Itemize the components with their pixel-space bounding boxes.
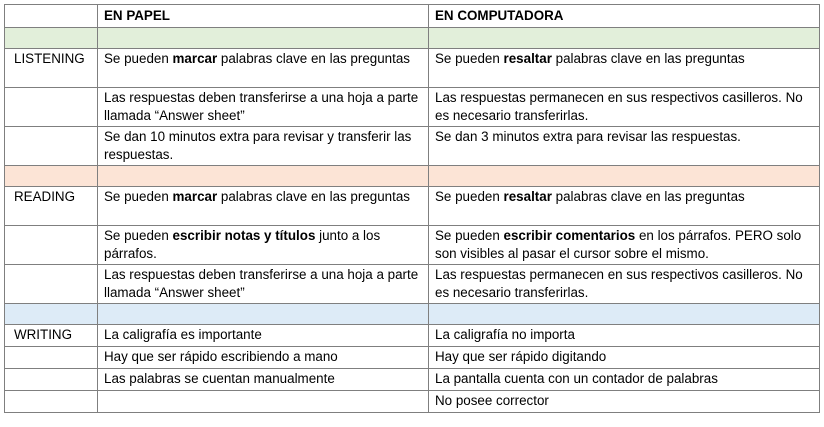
section-label-writing: WRITING xyxy=(5,325,98,347)
paper-cell xyxy=(98,391,429,413)
table-row xyxy=(5,49,820,88)
header-row xyxy=(5,5,820,28)
section-label-listening: LISTENING xyxy=(5,49,98,88)
computer-cell: Las respuestas permanecen en sus respectivos casilleros. No es necesario transferirlas. xyxy=(429,88,820,127)
header-cell-paper: EN PAPEL xyxy=(98,5,429,28)
paper-cell: Hay que ser rápido escribiendo a mano xyxy=(98,347,429,369)
table-row xyxy=(5,88,820,127)
computer-cell: La caligrafía no importa xyxy=(429,325,820,347)
section-label-reading: READING xyxy=(5,187,98,226)
computer-cell: La pantalla cuenta con un contador de palabras xyxy=(429,369,820,391)
computer-cell: Se pueden resaltar palabras clave en las preguntas xyxy=(429,49,820,88)
header-cell-section xyxy=(5,5,98,28)
paper-cell: Se dan 10 minutos extra para revisar y transferir las respuestas. xyxy=(98,127,429,166)
header-cell-computer: EN COMPUTADORA xyxy=(429,5,820,28)
table-row xyxy=(5,369,820,391)
computer-cell: Se pueden escribir comentarios en los párrafos. PERO solo son visibles al pasar el cursor sobre el mismo. xyxy=(429,226,820,265)
computer-cell: No posee corrector xyxy=(429,391,820,413)
computer-cell: Hay que ser rápido digitando xyxy=(429,347,820,369)
table-row xyxy=(5,226,820,265)
table-row xyxy=(5,325,820,347)
table-row xyxy=(5,127,820,166)
paper-cell: Las respuestas deben transferirse a una hoja a parte llamada “Answer sheet” xyxy=(98,265,429,304)
paper-cell: La caligrafía es importante xyxy=(98,325,429,347)
paper-cell: Se pueden escribir notas y títulos junto a los párrafos. xyxy=(98,226,429,265)
paper-cell: Las respuestas deben transferirse a una hoja a parte llamada “Answer sheet” xyxy=(98,88,429,127)
paper-cell: Se pueden marcar palabras clave en las preguntas xyxy=(98,187,429,226)
table-row xyxy=(5,347,820,369)
paper-cell: Las palabras se cuentan manualmente xyxy=(98,369,429,391)
table-row xyxy=(5,187,820,226)
computer-cell: Se dan 3 minutos extra para revisar las respuestas. xyxy=(429,127,820,166)
table-row xyxy=(5,391,820,413)
band-row-reading xyxy=(5,166,820,187)
band-row-writing xyxy=(5,304,820,325)
table-row xyxy=(5,265,820,304)
computer-cell: Se pueden resaltar palabras clave en las preguntas xyxy=(429,187,820,226)
band-row-listening xyxy=(5,28,820,49)
paper-cell: Se pueden marcar palabras clave en las preguntas xyxy=(98,49,429,88)
comparison-table xyxy=(4,4,820,413)
computer-cell: Las respuestas permanecen en sus respectivos casilleros. No es necesario transferirlas. xyxy=(429,265,820,304)
